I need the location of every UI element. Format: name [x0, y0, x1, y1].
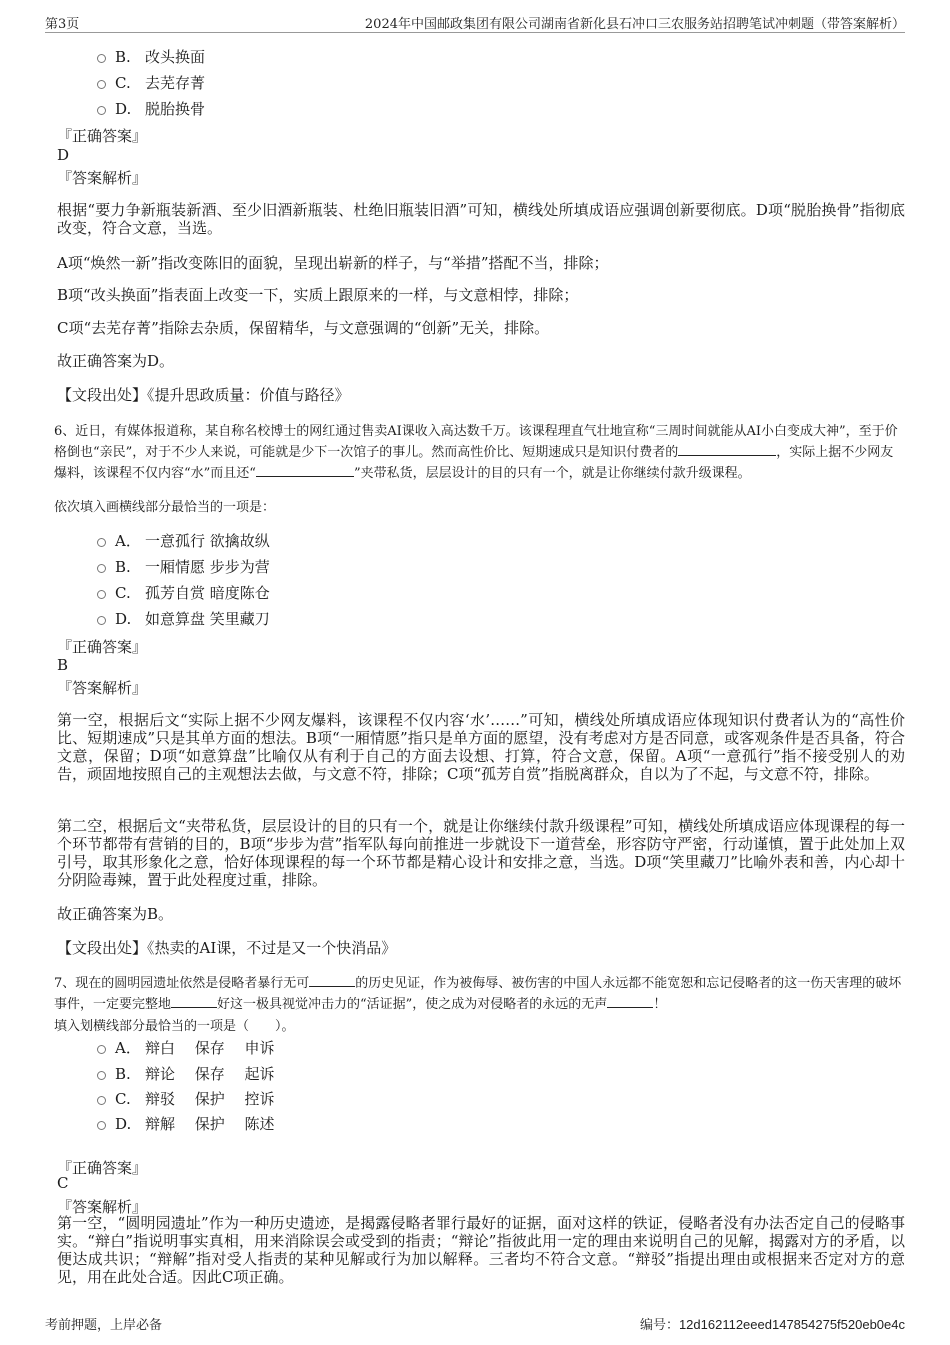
header-divider [45, 32, 905, 33]
q6-option-c[interactable]: C. 孤芳自赏 暗度陈仓 [97, 582, 270, 603]
q5-analysis-p2: A项“焕然一新”指改变陈旧的面貌，呈现出崭新的样子，与“举措”搭配不当，排除； [57, 254, 609, 272]
fill-blank-3[interactable] [607, 995, 653, 1008]
fill-blank-1[interactable] [309, 974, 355, 987]
fill-blank-2[interactable] [256, 464, 354, 477]
q7-option-c[interactable]: C. 辩驳 保护 控诉 [97, 1088, 275, 1109]
q6-option-a[interactable]: A． 一意孤行 欲擒故纵 [97, 530, 270, 551]
q7-stem: 7、现在的圆明园遗址依然是侵略者暴行无可 的历史见证，作为被侮辱、被伤害的中国人永远都不能宽恕和忘记侵略者的这一伤天害理的破坏事件，一定要完整地 好这一极具视觉冲击力的“活证据”，使之成为对侵略者的永远的无声 ！ [54, 976, 902, 1012]
q5-analysis-p5: 故正确答案为D。 [57, 352, 175, 370]
q5-analysis-p4: C项“去芜存菁”指除去杂质，保留精华，与文意强调的“创新”无关，排除。 [57, 319, 550, 337]
radio-icon[interactable] [97, 564, 106, 573]
q6-prompt: 依次填入画横线部分最恰当的一项是： [54, 500, 276, 515]
fill-blank-1[interactable] [678, 443, 776, 456]
q6-source: 【文段出处】《热卖的AI课，不过是又一个快消品》 [57, 939, 397, 957]
q5-analysis-p1: 根据“要力争新瓶装新酒、至少旧酒新瓶装、杜绝旧瓶装旧酒”可知，横线处所填成语应强调创新要彻底。D项“脱胎换骨”指彻底改变，符合文意，当选。 [57, 201, 905, 237]
q6-answer: B [57, 656, 69, 674]
q6-option-b[interactable]: B. 一厢情愿 步步为营 [97, 556, 270, 577]
radio-icon[interactable] [97, 1071, 106, 1080]
footer-serial: 编号：12d162112eeed147854275f520eb0e4c [639, 1317, 905, 1333]
radio-icon[interactable] [97, 106, 106, 115]
page-number: 第3页 [45, 17, 80, 32]
q6-answer-label: 『正确答案』 [57, 638, 148, 656]
q7-answer: C [57, 1174, 69, 1192]
q6-analysis-p2: 第二空，根据后文“夹带私货，层层设计的目的只有一个，就是让你继续付款升级课程”可知，横线处所填成语应体现课程的每一个环节都带有营销的目的，B项“步步为营”指军队每向前推进一步就设下一道营垒，形容防守严密，行动谨慎，置于此处加上双引号，取其形象化之意，恰好体现课程的每一个环节都是精心设计和安排之意，当选。D项“笑里藏刀”比喻外表和善，内心却十分阴险毒辣，置于此处程度过重，排除。 [57, 817, 905, 889]
q5-answer-label: 『正确答案』 [57, 127, 148, 145]
q5-option-c[interactable]: C. 去芜存菁 [97, 72, 205, 93]
q6-analysis-label: 『答案解析』 [57, 679, 148, 697]
q5-source: 【文段出处】《提升思政质量：价值与路径》 [57, 386, 350, 404]
q6-option-d[interactable]: D. 如意算盘 笑里藏刀 [97, 608, 270, 629]
q7-prompt: 填入划横线部分最恰当的一项是（ ）。 [54, 1019, 295, 1034]
q7-analysis: 第一空，“圆明园遗址”作为一种历史遗迹，是揭露侵略者罪行最好的证据，面对这样的铁证，侵略者没有办法否定自己的侵略事实。“辩白”指说明事实真相，用来消除误会或受到的指责；“辩论”指彼此用一定的理由来说明自己的见解，揭露对方的矛盾，以便达成共识；“辩解”指对受人指责的某种见解或行为加以解释。三者均不符合文意。“辩驳”指提出理由或根据来否定对方的意见，用在此处合适。因此C项正确。 [57, 1214, 905, 1286]
q5-option-b[interactable]: B. 改头换面 [97, 46, 205, 67]
q6-analysis-p1: 第一空，根据后文“实际上据不少网友爆料，该课程不仅内容‘水’……”可知，横线处所填成语应体现知识付费者认为的“高性价比、短期速成”只是其单方面的想法。B项“一厢情愿”指只是单方面的愿望，没有考虑对方是否同意，或客观条件是否具备，符合文意，保留；D项“如意算盘”比喻仅从有利于自己的方面去设想、打算，符合文意，保留。A项“一意孤行”指不接受别人的劝告，顽固地按照自己的主观想法去做，与文意不符，排除；C项“孤芳自赏”指脱离群众，自以为了不起，与文意不符，排除。 [57, 711, 905, 783]
radio-icon[interactable] [97, 590, 106, 599]
radio-icon[interactable] [97, 54, 106, 63]
radio-icon[interactable] [97, 538, 106, 547]
q6-analysis-p3: 故正确答案为B。 [57, 905, 174, 923]
radio-icon[interactable] [97, 1096, 106, 1105]
footer-slogan: 考前押题，上岸必备 [45, 1318, 163, 1333]
q7-option-a[interactable]: A． 辩白 保存 申诉 [97, 1037, 275, 1058]
q7-option-d[interactable]: D. 辩解 保护 陈述 [97, 1113, 275, 1134]
q7-option-b[interactable]: B. 辩论 保存 起诉 [97, 1063, 275, 1084]
radio-icon[interactable] [97, 80, 106, 89]
radio-icon[interactable] [97, 1045, 106, 1054]
q5-analysis-label: 『答案解析』 [57, 169, 148, 187]
fill-blank-2[interactable] [171, 995, 217, 1008]
q7-analysis-label: 『答案解析』 [57, 1198, 148, 1216]
q5-answer: D [57, 146, 70, 164]
q7-answer-label: 『正确答案』 [57, 1159, 148, 1177]
document-title: 2024年中国邮政集团有限公司湖南省新化县石冲口三农服务站招聘笔试冲刺题（带答案解析） [364, 17, 905, 32]
radio-icon[interactable] [97, 1121, 106, 1130]
q5-analysis-p3: B项“改头换面”指表面上改变一下，实质上跟原来的一样，与文意相悖，排除； [57, 286, 579, 304]
q5-option-d[interactable]: D. 脱胎换骨 [97, 98, 205, 119]
q6-stem: 6、近日，有媒体报道称，某自称名校博士的网红通过售卖AI课收入高达数千万。该课程理直气壮地宣称“三周时间就能从AI小白变成大神”，至于价格倒也“亲民”，对于不少人来说，可能就是少下一次馆子的事儿。然而高性价比、短期速成只是知识付费者的 ，实际上据不少网友爆料，该课程不仅内容“水”而且还“ ”夹带私货，层层设计的目的只有一个，就是让你继续付款升级课程。 [54, 424, 898, 481]
radio-icon[interactable] [97, 616, 106, 625]
